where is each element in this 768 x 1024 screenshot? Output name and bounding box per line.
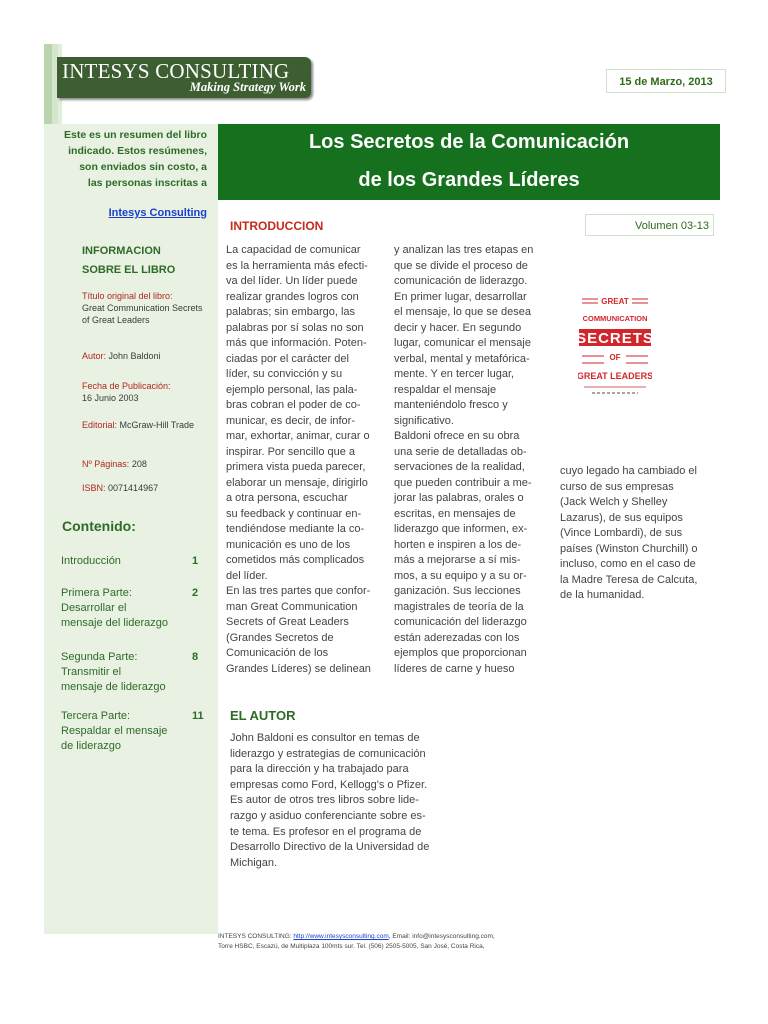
book-pub-date	[82, 380, 210, 404]
toc-item-page: 1	[192, 555, 199, 567]
book-info-heading-line2: SOBRE EL LIBRO	[82, 264, 176, 276]
toc-item-title: Primera Parte: Desarrollar el mensaje del liderazgo	[61, 587, 169, 629]
cover-line-2: COMMUNICATION	[582, 314, 648, 323]
footer-contact	[218, 933, 568, 940]
toc-item[interactable]	[61, 586, 206, 631]
toc-item-title: Segunda Parte: Transmitir el mensaje de liderazgo	[61, 651, 166, 693]
footer-website-link[interactable]: http://www.intesysconsulting.com	[293, 933, 389, 940]
toc-item[interactable]	[61, 709, 206, 754]
contents-title: Contenido:	[62, 518, 136, 534]
footer-email: , Email: info@intesysconsulting.com,	[388, 933, 495, 940]
intesys-link[interactable]: Intesys Consulting	[108, 207, 207, 219]
toc-item[interactable]	[61, 554, 206, 569]
toc-item-page: 2	[192, 587, 199, 599]
author-heading: EL AUTOR	[230, 708, 296, 723]
cover-line-4: OF	[609, 353, 621, 362]
meta-value: Great Communication Secrets of Great Leaders	[82, 303, 203, 325]
footer-prefix: INTESYS CONSULTING:	[218, 933, 294, 940]
book-author	[82, 350, 210, 362]
cover-line-5: GREAT LEADERS	[578, 371, 652, 381]
meta-value: 0071414967	[108, 483, 159, 493]
introduction-heading: INTRODUCCION	[230, 219, 324, 233]
book-isbn	[82, 482, 210, 494]
meta-value: 16 Junio 2003	[82, 393, 139, 403]
meta-value: John Baldoni	[108, 351, 161, 361]
meta-label: Título original del libro:	[82, 291, 173, 301]
toc-item-page: 11	[192, 710, 204, 722]
book-cover-image	[578, 291, 652, 403]
meta-value: McGraw-Hill Trade	[119, 420, 195, 430]
title-line-2: de los Grandes Líderes	[358, 169, 580, 191]
logo-tagline: Making Strategy Work	[189, 80, 306, 94]
meta-label: ISBN:	[82, 483, 106, 493]
issue-date: 15 de Marzo, 2013	[606, 69, 726, 93]
logo-title: INTESYS CONSULTING	[62, 59, 290, 83]
meta-label: Editorial:	[82, 420, 118, 430]
book-cover-graphic	[578, 291, 652, 403]
intro-column-3: cuyo legado ha cambiado el curso de sus empresas (Jack Welch y Shelley Lazarus), de sus equipos (Vince Lombardi), de sus países (Winston Churchill) o incluso, como en el caso de la Madre Teresa de Calcuta, de la humanidad.	[560, 465, 698, 601]
intro-column-1: La capacidad de comunicar es la herramienta más efecti- va del líder. Un líder puede realizar grandes logros con palabras; sin embargo, las palabras por sí solas no son más que información. Poten- ciadas por el carácter del líder, su convicción y su ejemplo personal, las pala- bras cobran el poder de co- municar, es decir, de infor- mar, exhortar, animar, curar o inspirar. Por sencillo que a primera vista pueda parecer, elaborar un mensaje, dirigirlo a otra persona, escuchar su feedback y continuar en- tendiéndose mediante la co- municación es uno de los cometidos más complicados del líder. En las tres partes que confor- man Great Communication Secrets of Great Leaders (Grandes Secretos de Comunicación de los Grandes Líderes) se delinean	[226, 244, 371, 675]
toc-item[interactable]	[61, 650, 206, 695]
book-original-title	[82, 290, 210, 326]
book-info-heading	[82, 242, 212, 280]
meta-label: Nº Páginas:	[82, 459, 130, 469]
volume-label: Volumen 03-13	[585, 214, 714, 236]
footer-address: Torre HSBC, Escazú, de Multiplaza 100mts sur. Tel. (506) 2505-5005, San José, Costa Rica,	[218, 943, 485, 950]
toc-item-page: 8	[192, 651, 199, 663]
meta-label: Autor:	[82, 351, 107, 361]
intro-column-2: y analizan las tres etapas en que se divide el proceso de comunicación de liderazgo. En primer lugar, desarrollar el mensaje, lo que se desea decir y hacer. En segundo lugar, comunicar el mensaje verbal, mental y metafórica- mente. Y en tercer lugar, respaldar el mensaje manteniéndolo fresco y significativo. Baldoni ofrece en su obra una serie de detalladas ob- servaciones de la realidad, que pueden contribuir a me- jorar las palabras, orales o escritas, en mensajes de liderazgo que informen, ex- horten e inspiren a los de- más a mejorarse a sí mis- mos, a su equipo y a su or- ganización. Sus lecciones magistrales de teoría de la comunicación del liderazgo están aderezadas con los ejemplos que proporcionan líderes de carne y hueso	[394, 244, 534, 675]
book-pages	[82, 458, 210, 470]
toc-item-title: Introducción	[61, 555, 121, 567]
author-bio: John Baldoni es consultor en temas de liderazgo y estrategias de comunicación para la dirección y ha trabajado para empresas como Ford, Kellogg's o Pfizer. Es autor de otros tres libros sobre lide- razgo y asiduo conferenciante sobre es- te tema. Es profesor en el programa de Desarrollo Directivo de la Universidad de Michigan.	[230, 732, 430, 869]
summary-note: Este es un resumen del libro indicado. Estos resúmenes, son enviados sin costo, a las personas inscritas a	[64, 129, 207, 189]
meta-label: Fecha de Publicación:	[82, 381, 171, 391]
meta-value: 208	[131, 459, 147, 469]
book-info-heading-line1: INFORMACION	[82, 245, 161, 257]
toc-item-title: Tercera Parte: Respaldar el mensaje de liderazgo	[61, 710, 168, 752]
book-publisher	[82, 419, 210, 431]
cover-line-1: GREAT	[601, 297, 629, 306]
cover-line-3: SECRETS	[578, 330, 652, 347]
title-line-1: Los Secretos de la Comunicación	[308, 131, 630, 153]
